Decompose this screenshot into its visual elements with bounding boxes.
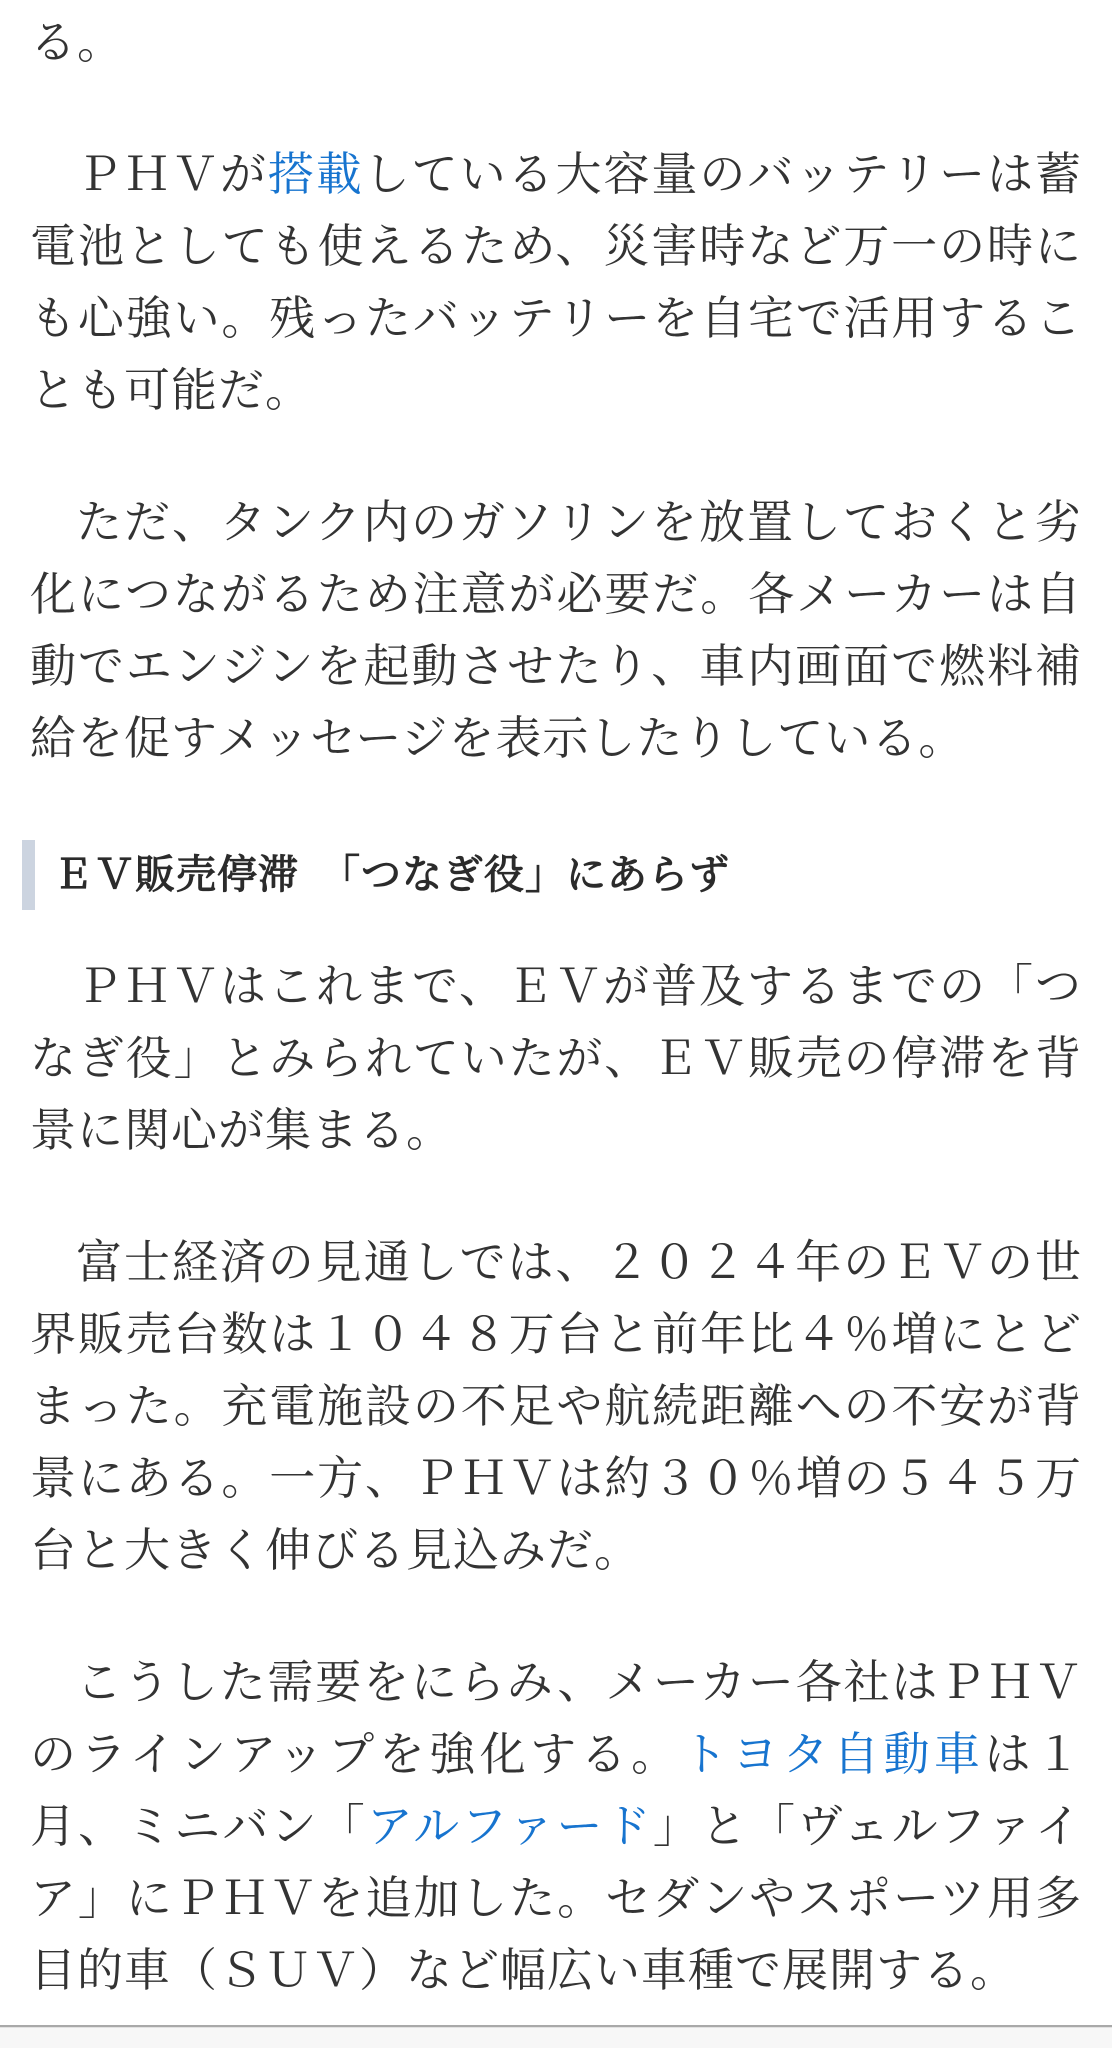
- text-run: こうした需要をにらみ、メーカー各社はＰＨＶのラインアップを強化する。: [30, 1656, 1082, 1780]
- bottom-toolbar: [0, 2025, 1112, 2048]
- text-run: ＥＶ販売停滞 「つなぎ役」にあらず: [53, 853, 730, 897]
- text-run: ＰＨＶが: [76, 148, 268, 200]
- text-run: る。: [30, 16, 124, 68]
- text-run: は１月、ミニバン「: [30, 1728, 1083, 1852]
- paragraph: [30, 1226, 1082, 1586]
- text-run: している大容量のバッテリーは蓄電池としても使えるため、災害時など万一の時にも心強い。残ったバッテリーを自宅で活用することも可能だ。: [30, 148, 1083, 416]
- paragraph: [30, 950, 1082, 1166]
- paragraph: [30, 138, 1082, 426]
- text-run: 富士経済の見通しでは、２０２４年のＥＶの世界販売台数は１０４８万台と前年比４％増にとどまった。充電施設の不足や航続距離への不安が背景にある。一方、ＰＨＶは約３０％増の５４５万台と大きく伸びる見込みだ。: [30, 1236, 1082, 1576]
- text-run: ＰＨＶはこれまで、ＥＶが普及するまでの「つなぎ役」とみられていたが、ＥＶ販売の停滞を背景に関心が集まる。: [30, 960, 1082, 1156]
- section-heading: [22, 840, 1082, 910]
- text-run: ただ、タンク内のガソリンを放置しておくと劣化につながるため注意が必要だ。各メーカーは自動でエンジンを起動させたり、車内画面で燃料補給を促すメッセージを表示したりしている。: [30, 496, 1082, 764]
- inline-link[interactable]: トヨタ自動車: [681, 1728, 985, 1780]
- inline-link[interactable]: 搭載: [267, 148, 364, 200]
- paragraph: [30, 1646, 1082, 2006]
- paragraph-continuation: [30, 6, 1082, 78]
- text-run: 」と「ヴェルファイア」にＰＨＶを追加した。セダンやスポーツ用多目的車（ＳＵＶ）など幅広い車種で展開する。: [30, 1800, 1083, 1996]
- paragraph: [30, 486, 1082, 774]
- inline-link[interactable]: アルファード: [366, 1800, 653, 1852]
